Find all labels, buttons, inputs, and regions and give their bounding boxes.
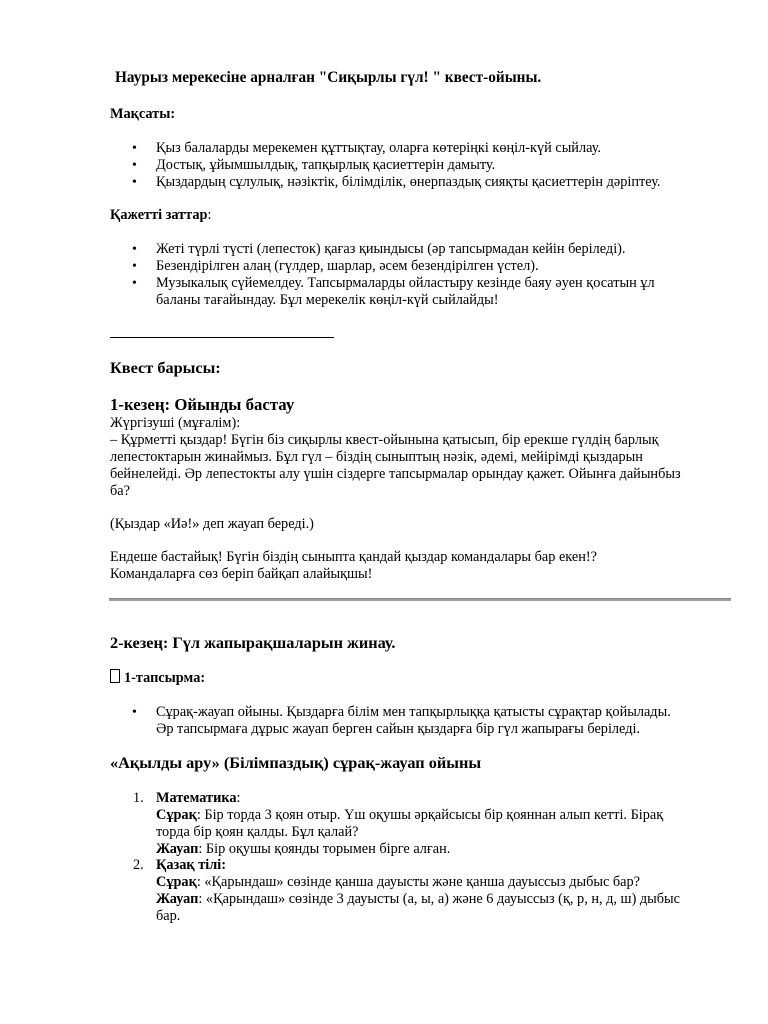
answer-label: Жауап — [156, 841, 199, 857]
goals-heading: Мақсаты: — [110, 106, 176, 122]
speaker-label: Жүргізуші (мұғалім): — [110, 415, 241, 431]
closing-line: Командаларға сөз беріп байқап алайықшы! — [110, 566, 373, 582]
closing-line: Ендеше бастайық! Бүгін біздің сыныпта қандай қыздар командалары бар екен!? — [110, 549, 597, 565]
speech-line: – Құрметті қыздар! Бүгін біз сиқырлы квест-ойынына қатысып, бір ерекше гүлдің барлық — [110, 432, 659, 448]
question-label: Сұрақ — [156, 874, 197, 890]
answer-label: Жауап — [156, 891, 199, 907]
quiz-subject: Математика — [156, 790, 237, 806]
speech-line: лепестоктарын жинаймыз. Бұл гүл – біздің сыныптың нәзік, әдемі, мейірімді қыздарын — [110, 449, 643, 465]
materials-heading: Қажетті заттар: — [110, 207, 212, 223]
page-title: Наурыз мерекесіне арналған "Сиқырлы гүл! " квест-ойыны. — [115, 69, 542, 86]
progress-heading: Квест барысы: — [110, 358, 221, 377]
question-label: Сұрақ — [156, 807, 197, 823]
stage1-heading: 1-кезең: Ойынды бастау — [110, 395, 295, 414]
stage2-heading: 2-кезең: Гүл жапырақшаларын жинау. — [110, 633, 396, 652]
task-label: 1-тапсырма: — [110, 669, 205, 687]
section-divider — [109, 598, 731, 601]
speech-line: бейнелейді. Әр лепестокты алу үшін сіздерге тапсырмалар орындау қажет. Ойынға дайынбыз — [110, 466, 681, 482]
divider — [110, 337, 334, 338]
quiz-heading: «Ақылды ару» (Білімпаздық) сұрақ-жауап ойыны — [110, 753, 482, 772]
reply-text: (Қыздар «Иә!» деп жауап береді.) — [110, 516, 314, 532]
quiz-subject: Қазақ тілі: — [156, 857, 226, 873]
speech-line: ба? — [110, 483, 130, 499]
missing-glyph-icon — [110, 669, 120, 683]
